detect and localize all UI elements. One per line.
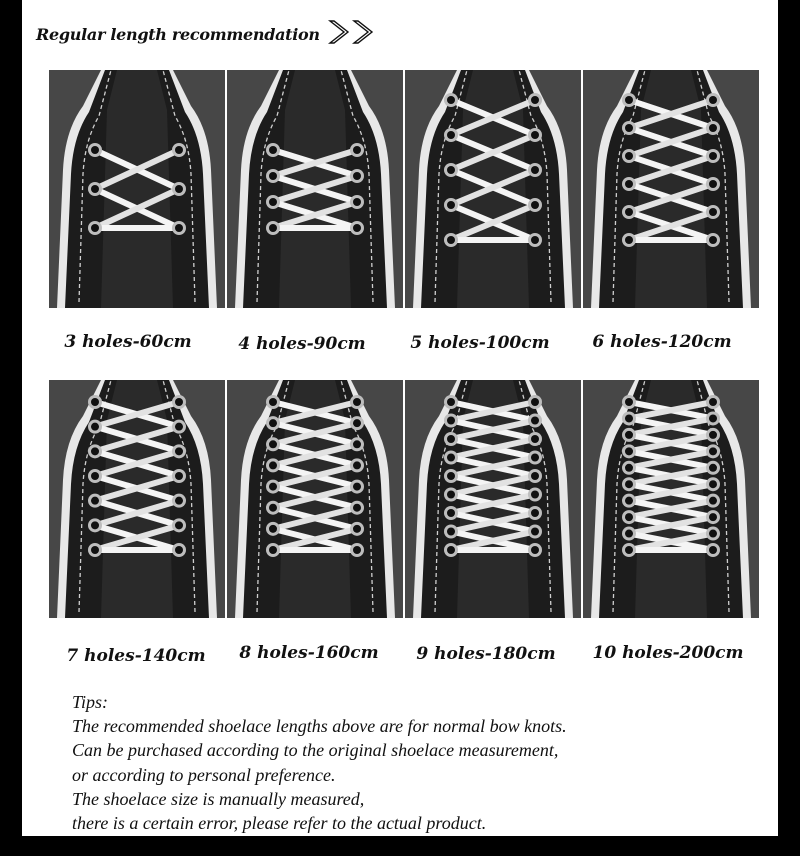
sneaker-lacing-icon [227, 70, 403, 308]
tips-line: The recommended shoelace lengths above are for normal bow knots. [72, 716, 567, 737]
length-label-9-holes: 9 holes-180cm [416, 644, 556, 664]
shoe-image-8-holes [227, 380, 403, 618]
length-label-5-holes: 5 holes-100cm [410, 333, 550, 353]
tips-line: there is a certain error, please refer to the actual product. [72, 813, 487, 834]
tips-line: or according to personal preference. [72, 764, 336, 785]
tips-line: Can be purchased according to the original shoelace measurement, [72, 740, 559, 761]
shoe-image-7-holes [49, 380, 225, 618]
length-label-10-holes: 10 holes-200cm [592, 643, 744, 663]
shoe-image-3-holes [49, 70, 225, 308]
shoe-image-5-holes [405, 70, 581, 308]
shoe-image-6-holes [583, 70, 759, 308]
sneaker-lacing-icon [583, 380, 759, 618]
length-label-8-holes: 8 holes-160cm [239, 643, 379, 663]
tips-heading: Tips: [72, 692, 109, 712]
sneaker-lacing-icon [405, 380, 581, 618]
sneaker-lacing-icon [405, 70, 581, 308]
section-header [36, 20, 388, 48]
shoe-image-4-holes [227, 70, 403, 308]
length-label-7-holes: 7 holes-140cm [66, 646, 206, 666]
header-title: Regular length recommendation [36, 24, 320, 44]
length-label-6-holes: 6 holes-120cm [592, 332, 732, 352]
sneaker-lacing-icon [49, 70, 225, 308]
length-label-3-holes: 3 holes-60cm [64, 332, 192, 352]
double-chevron-right-icon [324, 18, 388, 51]
tips-block [72, 690, 567, 835]
length-label-4-holes: 4 holes-90cm [238, 334, 366, 354]
shoe-image-10-holes [583, 380, 759, 618]
shoe-image-9-holes [405, 380, 581, 618]
tips-line: The shoelace size is manually measured, [72, 788, 365, 809]
sneaker-lacing-icon [583, 70, 759, 308]
sneaker-lacing-icon [227, 380, 403, 618]
sneaker-lacing-icon [49, 380, 225, 618]
